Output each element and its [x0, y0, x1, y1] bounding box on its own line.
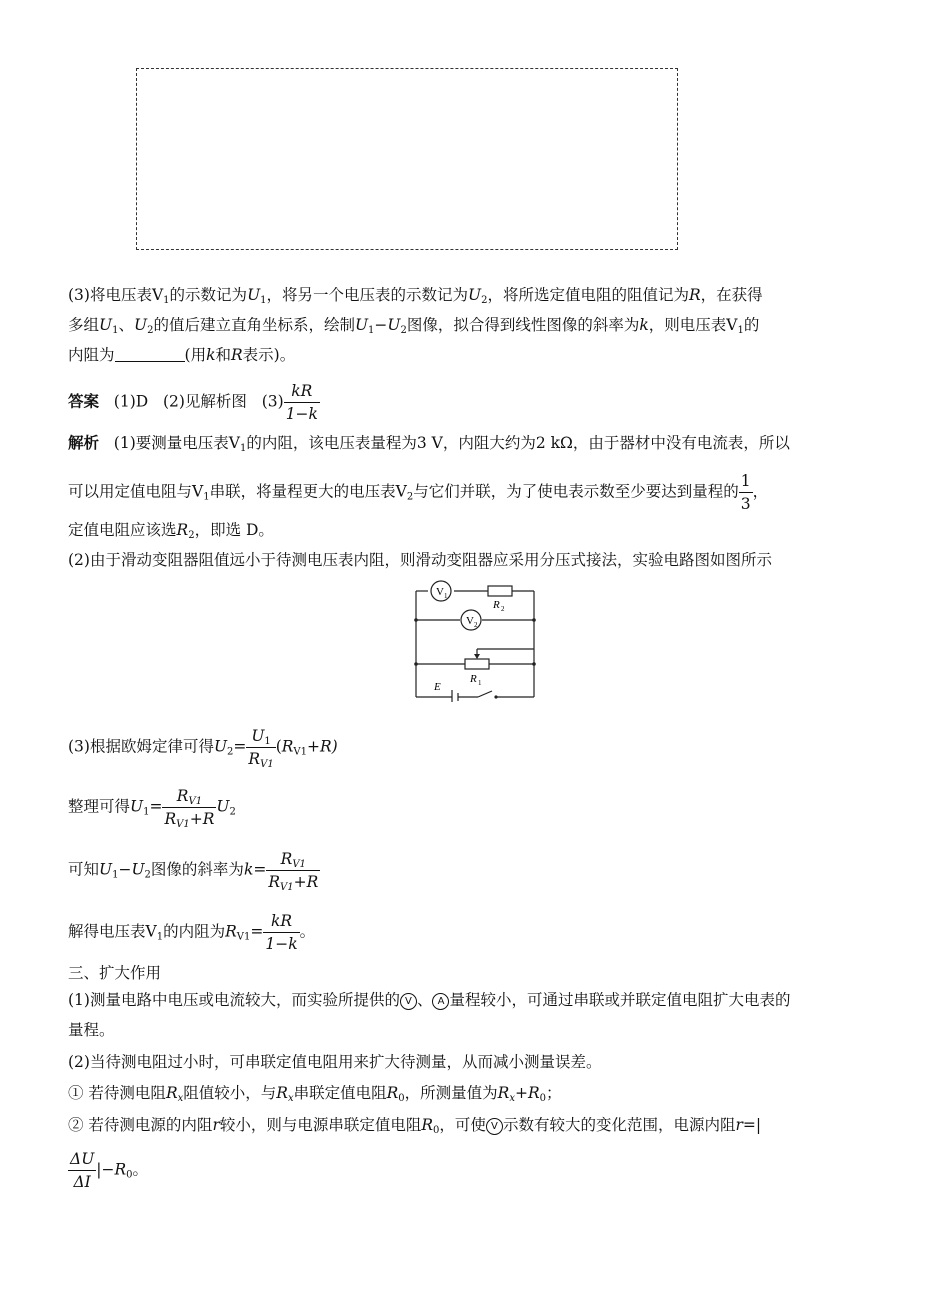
- section-3-p4: ② 若待测电源的内阻r较小，则与电源串联定值电阻$R_0$，可使 V 示数有较大的变化范围，电源内阻r=|: [68, 1116, 762, 1136]
- analysis-line-1: 解析 (1)要测量电压表$V_1$的内阻，该电压表量程为3 V，内阻大约为2 kΩ，由于器材中没有电流表，所以: [68, 433, 790, 454]
- answer-label: 答案: [68, 391, 100, 411]
- equation-result: 解得电压表$V_1$的内阻为$R_{V1}=$ $\frac{kR}{1-k}$ 。: [68, 912, 316, 953]
- analysis-label: 解析: [68, 433, 100, 452]
- question-3-line-3: 内阻为 (用k和R表示)。: [68, 346, 296, 364]
- answer-blank[interactable]: [115, 345, 185, 362]
- answer-line: 答案 (1)D (2)见解析图 (3) $\frac{kR}{1-k}$: [68, 382, 318, 423]
- svg-text:V: V: [436, 586, 444, 598]
- question-3-line-2: 多组$U_1$、$U_2$的值后建立直角坐标系，绘制$U_1-U_2$图像，拟合得到线性图像的斜率为k，则电压表$V_1$的: [68, 316, 760, 336]
- svg-text:V: V: [466, 615, 474, 627]
- voltmeter-icon: V: [400, 993, 417, 1010]
- section-3-p2: (2)当待测电阻过小时，可串联定值电阻用来扩大待测量，从而减小测量误差。: [68, 1053, 602, 1071]
- answer-fraction: $\frac{kR}{1-k}$: [285, 382, 318, 423]
- svg-text:R: R: [470, 673, 477, 685]
- section-3-title: 三、扩大作用: [68, 964, 162, 982]
- ammeter-icon: A: [432, 993, 449, 1010]
- one-third-fraction: $\frac{1}{3}$: [740, 472, 751, 513]
- analysis-line-2: 可以用定值电阻与$V_1$串联，将量程更大的电压表$V_2$与它们并联，为了使电表示数至少要达到量程的 $\frac{1}{3}$ ，: [68, 472, 769, 513]
- equation-rearranged: 整理可得$U_1=$ $\frac{R_{V1}}{R_{V1}+R}$ $U_2$: [68, 787, 236, 830]
- section-3-p5: $\frac{\Delta U}{\Delta I}$ $|-R_0$。: [70, 1150, 149, 1191]
- svg-text:E: E: [434, 681, 441, 693]
- answer-drawing-box: [136, 68, 678, 250]
- equation-ohm: (3)根据欧姆定律可得$U_2=$ $\frac{U_1}{R_{V1}}$ $(R_{V1}+R)$: [68, 727, 338, 770]
- analysis-line-3: 定值电阻应该选$R_2$，即选 D。: [68, 521, 274, 541]
- section-3-p1-line-2: 量程。: [68, 1021, 115, 1039]
- svg-text:2: 2: [501, 605, 505, 613]
- svg-text:1: 1: [478, 679, 482, 687]
- svg-text:R: R: [493, 599, 500, 611]
- analysis-line-4: (2)由于滑动变阻器阻值远小于待测电压表内阻，则滑动变阻器应采用分压式接法，实验电路图如图所示: [68, 551, 772, 569]
- question-3-line-1: (3)将电压表$V_1$的示数记为$U_1$，将另一个电压表的示数记为$U_2$，将所选定值电阻的阻值记为R，在获得: [68, 286, 763, 306]
- equation-slope: 可知$U_1-U_2$图像的斜率为k= $\frac{R_{V1}}{R_{V1}+R}$: [68, 850, 319, 893]
- section-3-p3: ① 若待测电阻$R_x$阻值较小，与$R_x$串联定值电阻$R_0$，所测量值为$R_x+R_0$；: [68, 1084, 562, 1104]
- section-3-p1-line-1: (1)测量电路中电压或电流较大，而实验所提供的 V 、 A 量程较小，可通过串联或并联定值电阻扩大电表的: [68, 991, 791, 1009]
- svg-text:2: 2: [474, 621, 478, 629]
- svg-text:1: 1: [444, 592, 448, 600]
- circuit-diagram: [408, 577, 538, 702]
- voltmeter-icon: V: [486, 1118, 503, 1135]
